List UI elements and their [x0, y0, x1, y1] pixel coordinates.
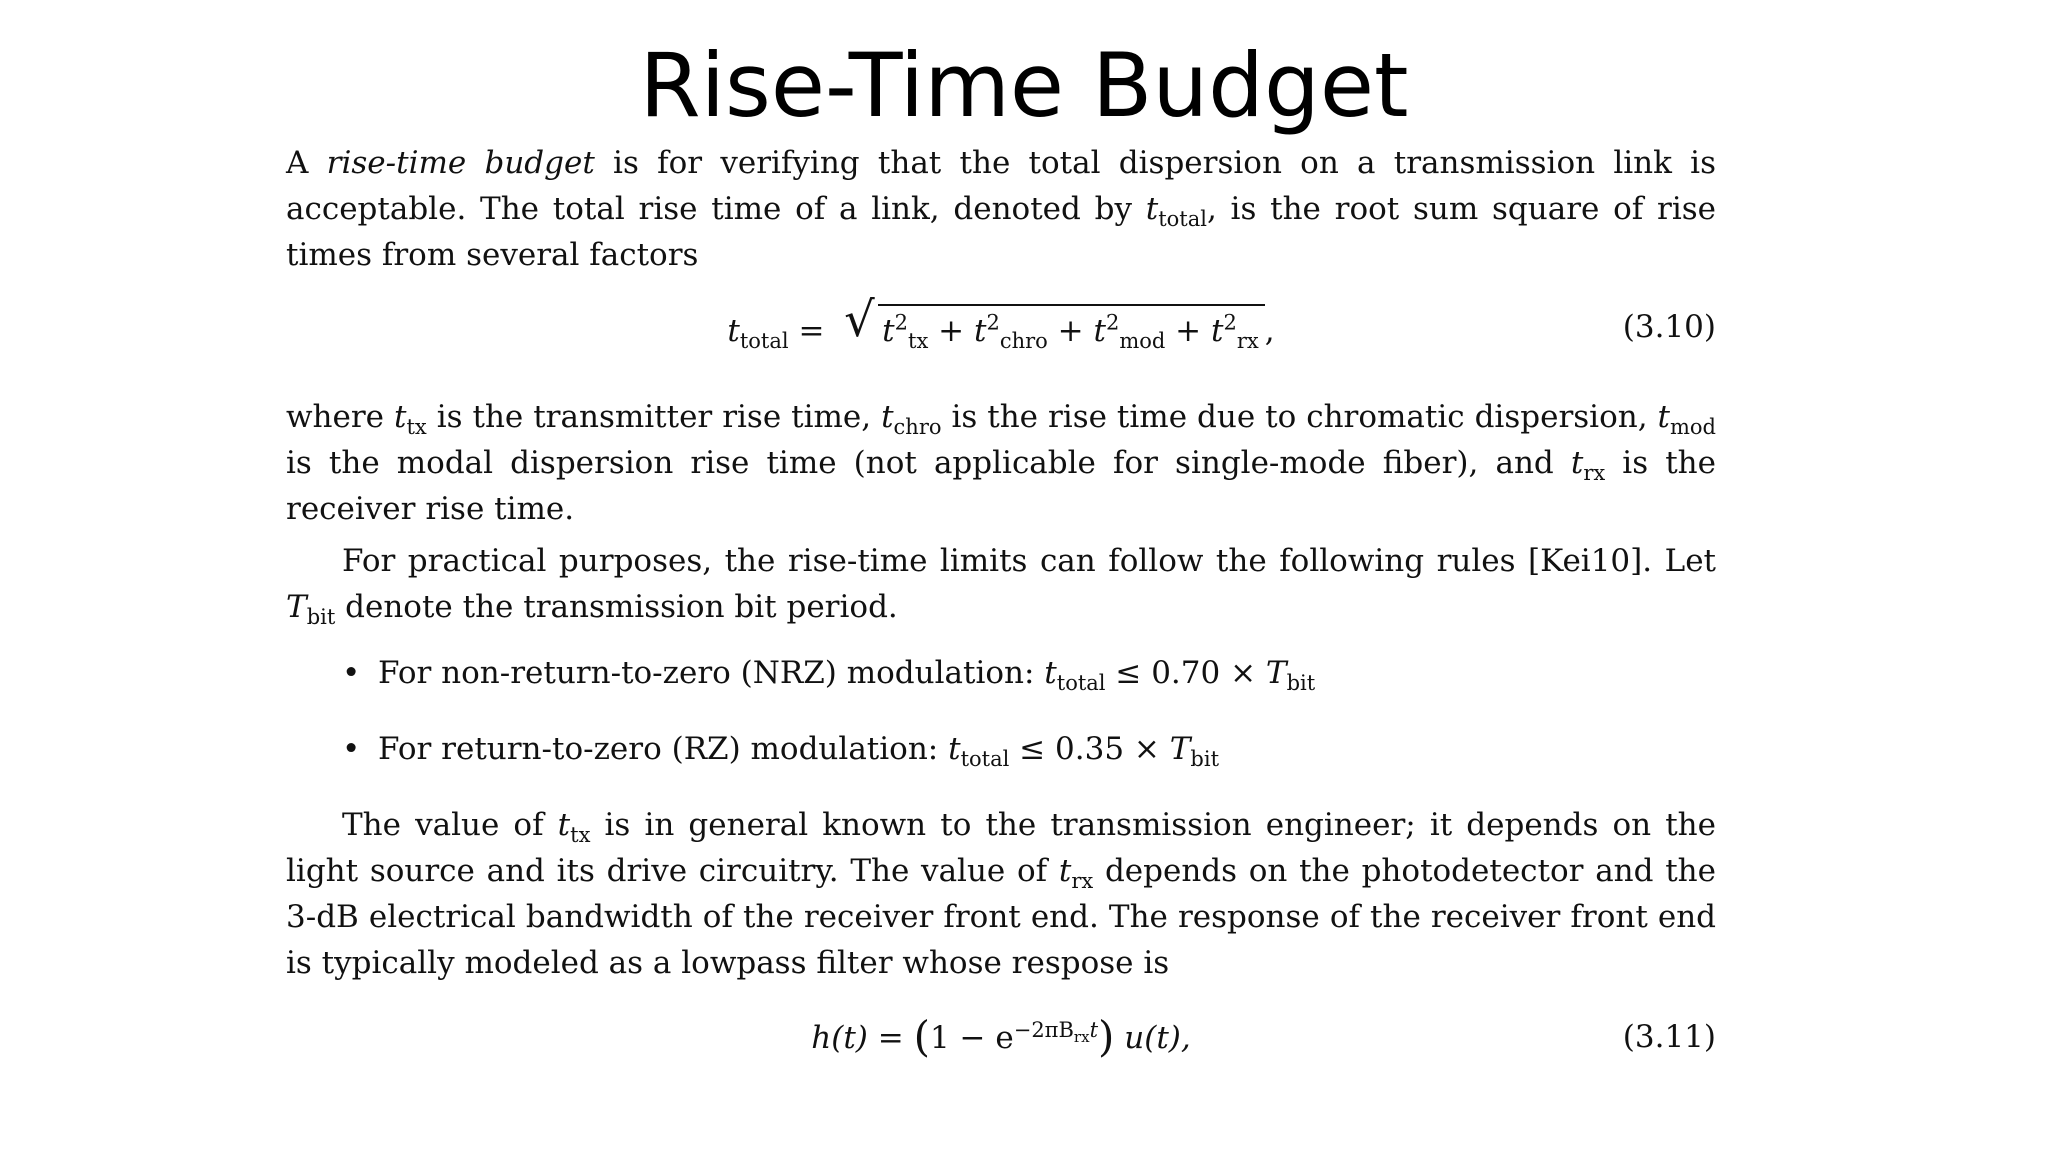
subscript: mod	[1119, 329, 1166, 354]
subscript: bit	[306, 605, 336, 630]
equation-body	[286, 292, 1716, 354]
text: is the rise time due to chromatic dispersion,	[941, 399, 1658, 435]
symbol-t: t	[1657, 399, 1670, 435]
symbol-T: T	[1265, 655, 1287, 691]
subscript: total	[739, 329, 789, 354]
superscript: 2	[1105, 310, 1120, 335]
radicand	[878, 304, 1265, 354]
text: is the receiver rise time.	[286, 445, 1716, 527]
symbol-t: t	[393, 399, 407, 435]
equation-number: (3.11)	[1622, 1019, 1716, 1055]
equation-body	[286, 1014, 1716, 1061]
subscript: total	[1158, 207, 1207, 232]
subscript: bit	[1190, 747, 1220, 772]
symbol-t: t	[727, 313, 740, 349]
subscript: total	[960, 747, 1010, 772]
bullet-icon: •	[342, 655, 361, 691]
text: , is the root sum square of rise times from several factors	[286, 191, 1716, 273]
subscript: total	[1056, 671, 1106, 696]
text: The value of	[342, 807, 558, 843]
slide-title: Rise-Time Budget	[639, 34, 1409, 137]
text: is in general known to the transmission engineer; it depends on the light source and its drive circuitry. The value of	[286, 807, 1716, 889]
exponent-text: −2πB	[1013, 1017, 1074, 1042]
text: is the modal dispersion rise time (not applicable for single-mode fiber), and	[286, 445, 1571, 481]
symbol-t: t	[1211, 313, 1224, 349]
subscript: chro	[999, 329, 1048, 354]
symbol-t: t	[948, 731, 961, 767]
text: denote the transmission bit period.	[335, 589, 898, 625]
equation-3-10	[286, 292, 1716, 378]
square-root	[844, 292, 1275, 354]
symbol-T: T	[286, 589, 307, 625]
text: where	[286, 399, 394, 435]
symbol-t: t	[1058, 853, 1072, 889]
paragraph-intro	[286, 140, 1716, 278]
equation-3-11	[286, 1008, 1716, 1080]
radical-icon: √	[844, 292, 875, 348]
subscript: mod	[1670, 415, 1716, 440]
subscript: rx	[1583, 461, 1606, 486]
subscript: rx	[1073, 1027, 1090, 1046]
plus-sign: +	[1165, 313, 1212, 349]
list-item	[286, 726, 1716, 772]
subscript: rx	[1236, 329, 1259, 354]
symbol-t: t	[1044, 655, 1057, 691]
subscript: rx	[1071, 869, 1094, 894]
subscript: chro	[893, 415, 942, 440]
superscript: 2	[894, 310, 908, 335]
text: For non-return-to-zero (NRZ) modulation:	[378, 655, 1045, 691]
equation-term: 1 − e	[929, 1020, 1014, 1056]
document-body	[286, 140, 1716, 1080]
symbol-t: t	[1093, 313, 1106, 349]
subscript: tx	[570, 823, 591, 848]
equation-lhs: h(t) =	[811, 1020, 914, 1056]
text: For return-to-zero (RZ) modulation:	[378, 731, 949, 767]
symbol-t: t	[1145, 191, 1159, 227]
subscript: bit	[1286, 671, 1316, 696]
relation: ≤ 0.70 ×	[1105, 655, 1266, 691]
exponent-t: t	[1089, 1017, 1099, 1042]
text: For practical purposes, the rise-time limits can follow the following rules [Kei10]. Let	[342, 543, 1716, 579]
symbol-t: t	[882, 313, 895, 349]
symbol-t: t	[1570, 445, 1584, 481]
equals-sign: =	[788, 313, 835, 349]
bullet-icon: •	[342, 731, 361, 767]
paragraph-definitions	[286, 394, 1716, 532]
symbol-t: t	[973, 313, 987, 349]
paragraph-rules	[286, 538, 1716, 630]
symbol-t: t	[881, 399, 894, 435]
text: A	[286, 145, 327, 181]
open-paren: (	[913, 1012, 930, 1061]
relation: ≤ 0.35 ×	[1009, 731, 1170, 767]
equation-rhs: u(t),	[1114, 1020, 1191, 1056]
rules-list	[286, 650, 1716, 772]
text: is the transmitter rise time,	[426, 399, 882, 435]
close-paren: )	[1098, 1012, 1115, 1061]
subscript: tx	[908, 329, 929, 354]
subscript: tx	[406, 415, 427, 440]
text: depends on the photodetector and the 3-dB electrical bandwidth of the receiver front end. The response of the receiver front end is typically modeled as a lowpass filter whose respose is	[286, 853, 1716, 981]
symbol-T: T	[1169, 731, 1191, 767]
text: is for verifying that the total dispersion on a transmission link is acceptable. The total rise time of a link, denoted by	[286, 145, 1716, 227]
list-item	[286, 650, 1716, 696]
symbol-t: t	[557, 807, 571, 843]
equation-number: (3.10)	[1622, 309, 1716, 345]
plus-sign: +	[928, 313, 974, 349]
emphasis-term: rise-time budget	[326, 145, 595, 181]
exponent	[1013, 1017, 1099, 1046]
plus-sign: +	[1047, 313, 1094, 349]
punctuation: ,	[1264, 313, 1275, 349]
paragraph-receiver	[286, 802, 1716, 986]
superscript: 2	[1223, 310, 1237, 335]
superscript: 2	[986, 310, 1000, 335]
